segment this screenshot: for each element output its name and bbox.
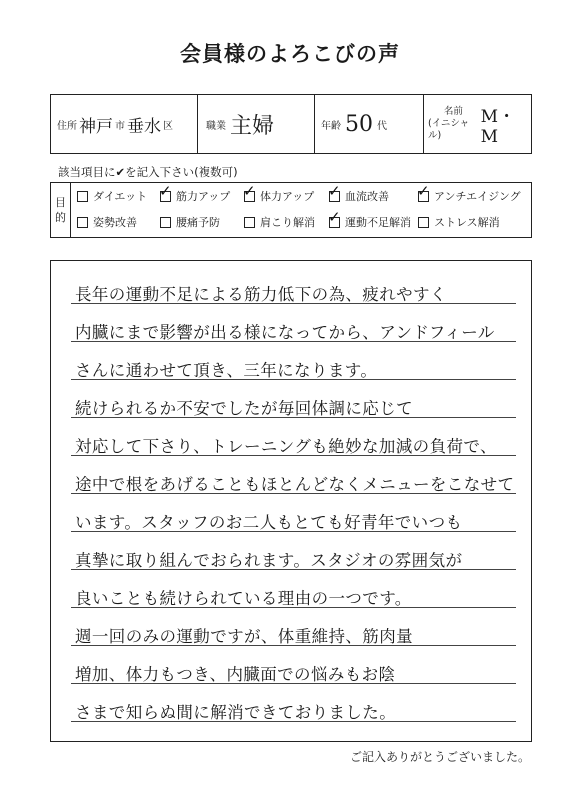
option-label: 運動不足解消 [345,216,411,229]
age-value: 50 [345,111,373,137]
checkbox-exercise-lack[interactable] [329,217,340,228]
address-ward: 垂水 [127,116,161,137]
age-suffix: 代 [377,120,387,132]
checkbox-muscle-up[interactable] [160,191,171,202]
option-label: 体力アップ [260,190,315,203]
checkbox-posture[interactable] [77,217,88,228]
purpose-label-2: 的 [55,211,66,224]
comment-line-1: 長年の運動不足による筋力低下の為、疲れやすく [75,285,447,304]
address-city-suffix: 市 [115,120,125,132]
comment-line-2: 内臓にまで影響が出る様になってから、アンドフィール [75,323,495,342]
name-label-bottom: (イニシャル) [428,118,470,141]
option-muscle-up[interactable] [160,183,244,209]
comment-line-3: さんに通わせて頂き、三年になります。 [75,361,378,380]
comment-line-5: 対応して下さり、トレーニングも絶妙な加減の負荷で、 [75,437,497,456]
purpose-label-1: 目 [55,196,66,209]
checkbox-stress[interactable] [418,217,429,228]
page-title: 会員様のよろこびの声 [180,42,400,66]
option-label: 筋力アップ [176,190,231,203]
age-label: 年齢 [321,120,341,132]
checkbox-blood-flow[interactable] [329,191,340,202]
comment-line-9: 良いことも続けられている理由の一つです。 [75,589,412,608]
option-back-pain[interactable] [160,209,244,235]
info-box [50,94,532,154]
checkbox-anti-aging[interactable] [418,191,429,202]
comment-line-4: 続けられるか不安でしたが毎回体調に応じて [75,399,413,418]
occupation-cell [198,95,315,153]
address-city: 神戸 [79,116,113,137]
purpose-box [50,182,532,238]
option-label: 姿勢改善 [93,216,137,229]
name-value: M・M [480,106,516,147]
checkbox-back-pain[interactable] [160,217,171,228]
option-posture[interactable] [77,209,160,235]
option-exercise-lack[interactable] [329,209,418,235]
address-cell [51,95,198,153]
option-stiff-shoulders[interactable] [244,209,329,235]
address-label: 住所 [57,120,77,132]
occupation-value: 主婦 [230,113,275,139]
comment-line-6: 途中で根をあげることもほとんどなくメニューをこなせて [75,475,515,494]
comment-line-10: 週一回のみの運動ですが、体重維持、筋肉量 [75,627,413,646]
name-label-top: 名前 [443,106,463,117]
option-blood-flow[interactable] [329,183,418,209]
option-anti-aging[interactable] [418,183,531,209]
option-label: 肩こり解消 [260,216,315,229]
name-cell [424,95,531,153]
comment-line-12: さまで知らぬ間に解消できておりました。 [75,703,397,722]
comment-line-8: 真摯に取り組んでおられます。スタジオの雰囲気が [75,551,463,570]
occupation-label: 職業 [206,120,226,132]
checkbox-diet[interactable] [77,191,88,202]
checkbox-stamina-up[interactable] [244,191,255,202]
footer-thanks: ご記入ありがとうございました。 [349,750,530,764]
option-stamina-up[interactable] [244,183,329,209]
checkbox-stiff-shoulders[interactable] [244,217,255,228]
comment-box [50,260,532,742]
option-diet[interactable] [77,183,160,209]
option-label: アンチエイジング [434,190,521,203]
name-label [428,106,479,142]
checklist-instruction: 該当項目に✔を記入下さい(複数可) [58,165,238,179]
address-ward-suffix: 区 [163,120,173,132]
option-label: ストレス解消 [434,216,500,229]
purpose-options [71,183,531,237]
option-label: 血流改善 [345,190,389,203]
option-stress[interactable] [418,209,531,235]
option-label: ダイエット [93,190,148,203]
age-cell [315,95,424,153]
option-label: 腰痛予防 [176,216,220,229]
comment-line-11: 増加、体力もつき、内臓面での悩みもお陰 [75,665,396,684]
purpose-label [51,183,71,237]
comment-line-7: います。スタッフのお二人もとても好青年でいつも [75,513,463,532]
